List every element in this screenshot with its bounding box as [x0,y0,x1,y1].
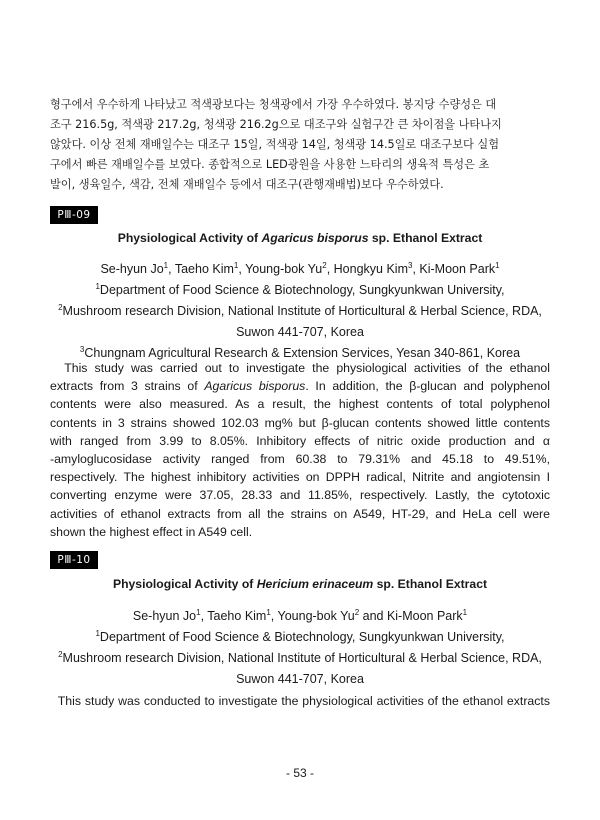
text-line: -amyloglucosidase activity ranged from 60.38 to 79.31% and 45.18 to 49.51%, [50,452,550,467]
affiliation: Suwon 441-707, Korea [236,672,364,686]
affiliation: $^2$Mushroom research Division, National Institute of Horticultural & Herbal Science, RDA, [58,303,542,318]
species-name: Agaricus bisporus [261,231,369,245]
affiliation: Suwon 441-707, Korea [236,325,364,339]
abstract-body [50,692,550,710]
title-text: Physiological Activity of [117,231,262,245]
abstract-title [50,576,550,592]
text-line: 않았다. 이상 전체 재배일수는 대조구 15일, 적색광 14일, 청색광 14.5일로 대조구보다 실험 [50,138,499,151]
abstract-title [50,230,550,246]
authors-affiliations [40,606,560,690]
abstract-body [50,359,550,541]
text-line: This study was conducted to investigate the physiological activities of the ethanol extracts [57,694,550,708]
affiliation: $^1$Department of Food Science & Biotechnology, Sungkyunkwan University, [95,282,505,297]
title-text: sp. Ethanol Extract [368,231,483,245]
page-number: - 53 - [285,766,314,780]
poster-id-badge: PⅢ-10 [50,551,98,569]
affiliation: $^1$Department of Food Science & Biotechnology, Sungkyunkwan University, [95,629,505,644]
text-line: 구에서 빠른 재배일수를 보였다. 종합적으로 LED광원을 사용한 느타리의 생육적 특성은 초 [50,158,490,171]
title-text: sp. Ethanol Extract [373,577,488,591]
text-line: with ranged from 3.99 to 8.05%. Inhibitory effects of nitric oxide production and α [50,433,550,448]
text-line: contents were also measured. As a result, the highest contents of total polyphenol [50,397,550,412]
text-line: shown the highest effect in A549 cell. [50,524,253,539]
text-line: 발이, 생육일수, 색감, 전체 재배일수 등에서 대조구(관행재배법)보다 우수하였다. [50,178,444,191]
text-line: 조구 216.5g, 적색광 217.2g, 청색광 216.2g으로 대조구와 실험구간 큰 차이점을 나타나지 [50,118,502,131]
affiliation: $^3$Chungnam Agricultural Research & Extension Services, Yesan 340-861, Korea [79,345,521,360]
text-line: activities of ethanol extracts from all the strains on A549, HT-29, and HeLa cell were [50,506,550,521]
title-text: Physiological Activity of [112,577,257,591]
species-name: Hericium erinaceum [256,577,374,591]
author-list: Se-hyun Jo$^1$, Taeho Kim$^1$, Young-bok Yu$^2$ and Ki-Moon Park$^1$ [132,608,468,623]
text-line: extracts from 3 strains of Agaricus bisporus. In addition, the β-glucan and polyphenol [50,379,550,394]
affiliation: $^2$Mushroom research Division, National Institute of Horticultural & Herbal Science, RDA, [58,650,542,665]
authors-affiliations [40,259,560,364]
text-line: converting enzyme were 37.05, 28.33 and 11.85%, respectively. Lastly, the cytotoxic [50,488,550,503]
text-line: This study was carried out to investigate the physiological activities of the ethanol [64,361,551,375]
poster-id-badge: PⅢ-09 [50,206,98,224]
text-line: contents in 3 strains showed 102.03 mg% but β-glucan contents showed little contents [50,415,550,430]
text-line: respectively. The highest inhibitory activities on DPPH radical, Nitrite and angiotensin I [50,470,550,485]
author-list: Se-hyun Jo$^1$, Taeho Kim$^1$, Young-bok Yu$^2$, Hongkyu Kim$^3$, Ki-Moon Park$^1$ [100,261,500,276]
korean-abstract-continuation [50,95,550,195]
text-line: 형구에서 우수하게 나타났고 적색광보다는 청색광에서 가장 우수하였다. 봉지당 수량성은 대 [50,98,497,111]
